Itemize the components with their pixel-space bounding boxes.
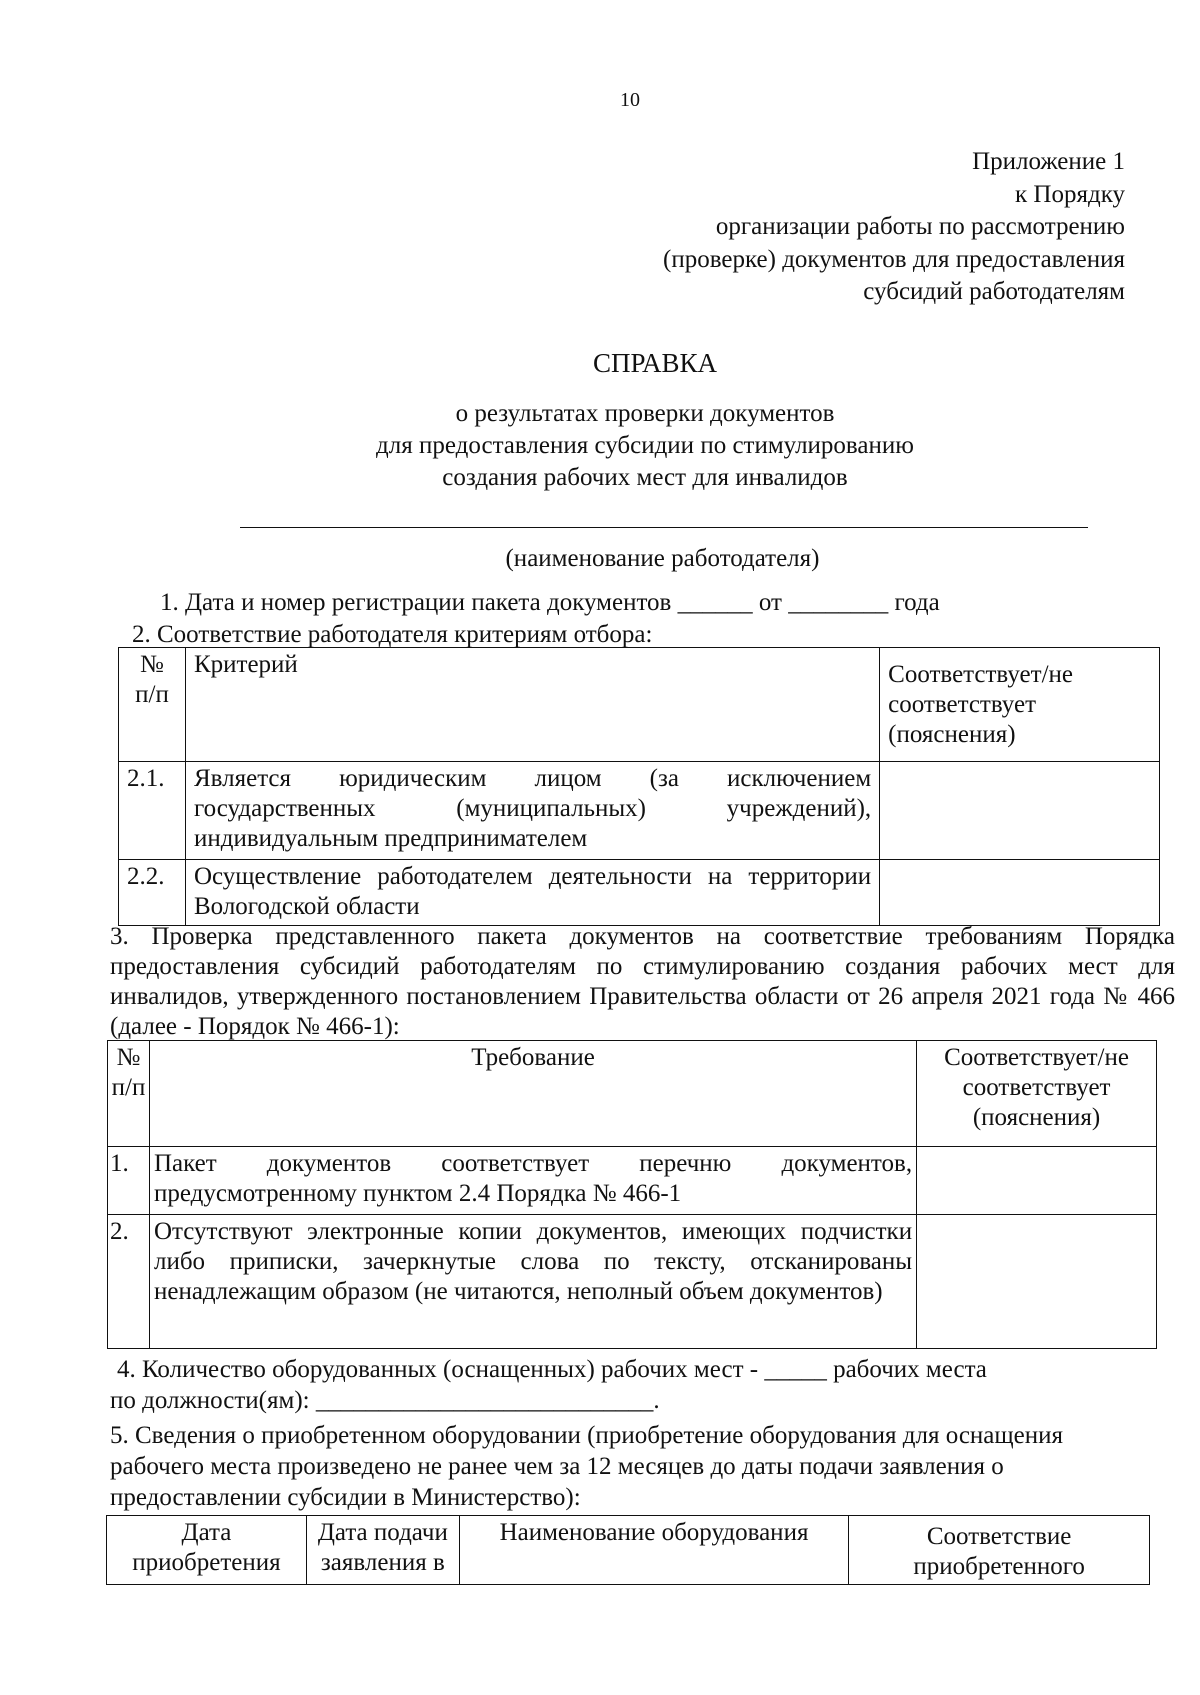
row-requirement: Отсутствуют электронные копии документов, имеющих подчистки либо приписки, зачеркнутые слова по тексту, отсканированы ненадлежащим образом (не читаются, неполный объем документов): [149, 1215, 916, 1349]
appendix-line: Приложение 1: [972, 148, 1125, 175]
header-criterion: Критерий: [185, 648, 879, 762]
subtitle-line: создания рабочих мест для инвалидов: [442, 464, 848, 491]
subtitle-line: для предоставления субсидии по стимулированию: [376, 432, 914, 459]
document-subtitle: [0, 398, 1200, 494]
row-criterion: Осуществление работодателем деятельности на территории Вологодской области: [185, 860, 879, 926]
row-number: 2.2.: [119, 860, 186, 926]
page-number: 10: [620, 89, 640, 111]
appendix-line: (проверке) документов для предоставления: [663, 245, 1125, 273]
row-number: 1.: [108, 1147, 150, 1215]
employer-name-line: [240, 527, 1088, 528]
table-row: [108, 1215, 1157, 1349]
header-application-date: Дата подачи заявления в: [306, 1516, 459, 1585]
table-header-row: [108, 1041, 1157, 1147]
row-number: 2.1.: [119, 762, 186, 860]
header-equipment-name: Наименование оборудования: [459, 1516, 848, 1585]
table-row: [108, 1147, 1157, 1215]
row-status: [880, 762, 1160, 860]
appendix-line: к Порядку: [1015, 180, 1125, 208]
table-header-row: [119, 648, 1160, 762]
appendix-line: субсидий работодателям: [863, 278, 1125, 305]
item-2-heading: 2. Соответствие работодателя критериям отбора:: [132, 621, 653, 648]
appendix-heading: [485, 146, 1125, 309]
criteria-table: [118, 647, 1160, 926]
row-status: [917, 1147, 1157, 1215]
requirements-table: [107, 1040, 1157, 1349]
table-row: [119, 762, 1160, 860]
header-compliance: Соответствие приобретенного: [849, 1516, 1150, 1585]
equipment-table: [106, 1515, 1150, 1585]
document-title: СПРАВКА: [592, 348, 718, 378]
header-purchase-date: Дата приобретения: [107, 1516, 307, 1585]
appendix-line: организации работы по рассмотрению: [715, 213, 1125, 240]
table-row: [119, 860, 1160, 926]
item-3-paragraph: 3. Проверка представленного пакета документов на соответствие требованиям Порядка предоставления субсидий работодателям по стимулированию создания рабочих мест для инвалидов, утвержденного постановлением Правительства области от 26 апреля 2021 года № 466 (далее - Порядок № 466-1):: [110, 923, 1175, 1040]
header-requirement: Требование: [149, 1041, 916, 1147]
row-status: [917, 1215, 1157, 1349]
item-1-registration: 1. Дата и номер регистрации пакета документов ______ от ________ года: [160, 589, 940, 616]
header-number: № п/п: [108, 1041, 150, 1147]
item-4-line-2: по должности(ям): ___________________________.: [110, 1387, 660, 1414]
item-4-line-1: 4. Количество оборудованных (оснащенных) рабочих мест - _____ рабочих места: [117, 1356, 987, 1383]
header-status: Соответствует/не соответствует (пояснения): [880, 648, 1160, 762]
table-header-row: [107, 1516, 1150, 1585]
employer-caption: (наименование работодателя): [505, 545, 820, 572]
header-status: Соответствует/не соответствует (пояснения): [917, 1041, 1157, 1147]
header-number: № п/п: [119, 648, 186, 762]
row-requirement: Пакет документов соответствует перечню документов, предусмотренному пунктом 2.4 Порядка № 466-1: [149, 1147, 916, 1215]
row-status: [880, 860, 1160, 926]
subtitle-line: о результатах проверки документов: [455, 400, 835, 427]
row-criterion: Является юридическим лицом (за исключением государственных (муниципальных) учреждений), индивидуальным предпринимателем: [185, 762, 879, 860]
item-5-paragraph: 5. Сведения о приобретенном оборудовании (приобретение оборудования для оснащения рабочего места произведено не ранее чем за 12 месяцев до даты подачи заявления о предоставлении субсидии в Министерство):: [110, 1422, 1063, 1511]
row-number: 2.: [108, 1215, 150, 1349]
